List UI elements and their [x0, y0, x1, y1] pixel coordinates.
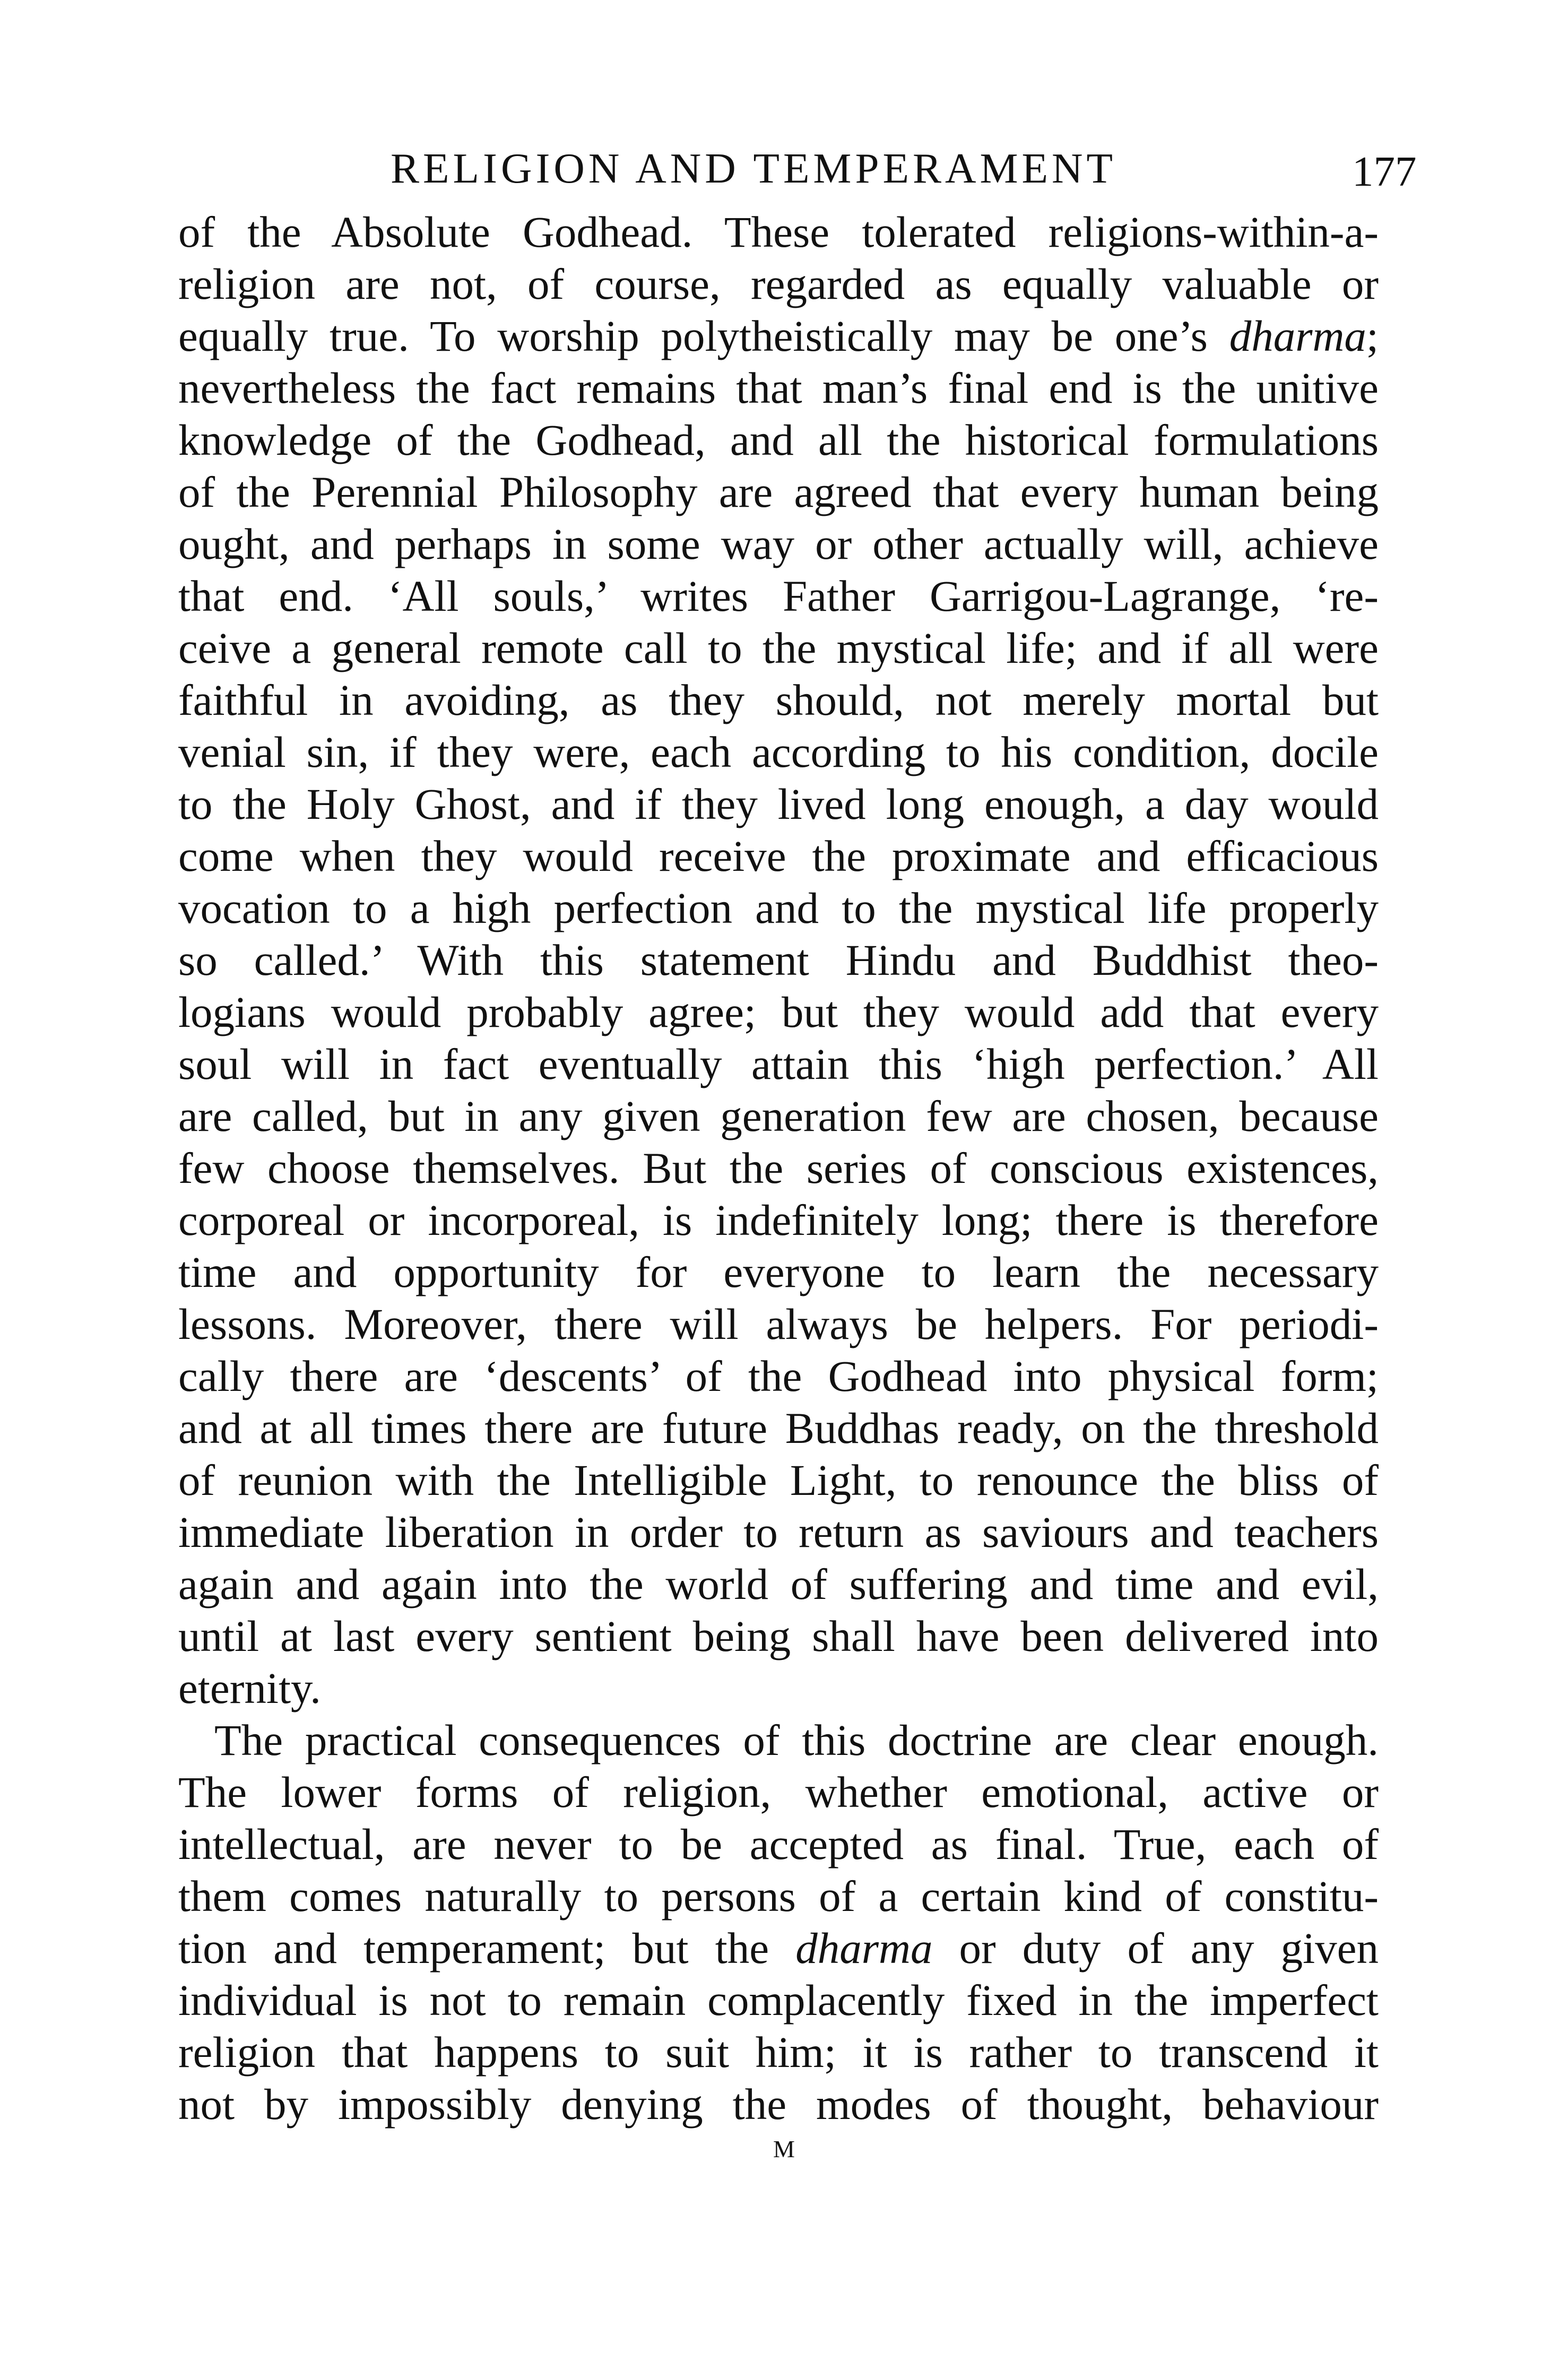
text-line: of reunion with the Intelligible Light, to renounce the bliss of — [178, 1456, 1379, 1504]
text-line: individual is not to remain complacently fixed in the imperfect — [178, 1976, 1379, 2025]
text-line: intellectual, are never to be accepted as final. True, each of — [178, 1820, 1379, 1869]
text-line: lessons. Moreover, there will always be helpers. For periodi- — [178, 1300, 1379, 1348]
text-line: ceive a general remote call to the mystical life; and if all were — [178, 624, 1379, 672]
text-line: that end. ‘All souls,’ writes Father Garrigou-Lagrange, ‘re- — [178, 572, 1379, 620]
text-line: to the Holy Ghost, and if they lived long enough, a day would — [178, 780, 1379, 828]
text-line: ought, and perhaps in some way or other actually will, achieve — [178, 520, 1379, 568]
text-line: time and opportunity for everyone to learn the necessary — [178, 1248, 1379, 1296]
text-line: them comes naturally to persons of a certain kind of constitu- — [178, 1872, 1379, 1921]
italic-term: dharma — [795, 1924, 933, 1973]
text-line: The lower forms of religion, whether emotional, active or — [178, 1768, 1379, 1817]
text-line: religion that happens to suit him; it is rather to transcend it — [178, 2028, 1379, 2077]
text-line: knowledge of the Godhead, and all the historical formulations — [178, 416, 1379, 464]
signature-mark: M — [773, 2135, 795, 2163]
text-line: logians would probably agree; but they would add that every — [178, 988, 1379, 1036]
text-segment: tion and temperament; but the — [178, 1924, 796, 1973]
text-line: again and again into the world of suffering and time and evil, — [178, 1560, 1379, 1608]
text-line: corporeal or incorporeal, is indefinitely long; there is therefore — [178, 1196, 1379, 1244]
text-line: eternity. — [178, 1664, 321, 1712]
text-line: come when they would receive the proximate and efficacious — [178, 832, 1379, 880]
text-line: religion are not, of course, regarded as equally valuable or — [178, 260, 1379, 308]
text-line: not by impossibly denying the modes of thought, behaviour — [178, 2080, 1379, 2129]
text-segment: or duty of any given — [932, 1924, 1379, 1973]
text-line: vocation to a high perfection and to the mystical life properly — [178, 884, 1379, 932]
text-line: faithful in avoiding, as they should, not merely mortal but — [178, 676, 1379, 724]
text-segment: equally true. To worship polytheistically may be one’s — [178, 312, 1229, 360]
text-line — [178, 310, 1379, 362]
page-number: 177 — [1352, 148, 1417, 195]
body-text — [178, 206, 1379, 2130]
text-line: nevertheless the fact remains that man’s final end is the unitive — [178, 364, 1379, 412]
text-line: and at all times there are future Buddhas ready, on the threshold — [178, 1404, 1379, 1452]
text-line: immediate liberation in order to return as saviours and teachers — [178, 1508, 1379, 1556]
text-line: of the Perennial Philosophy are agreed that every human being — [178, 468, 1379, 516]
text-line: are called, but in any given generation few are chosen, because — [178, 1092, 1379, 1140]
text-line — [178, 1922, 1379, 1974]
running-title: RELIGION AND TEMPERAMENT — [391, 144, 1116, 192]
text-line: until at last every sentient being shall have been delivered into — [178, 1612, 1379, 1660]
text-segment: ; — [1366, 312, 1379, 360]
text-line: venial sin, if they were, each according to his condition, docile — [178, 728, 1379, 776]
text-line: cally there are ‘descents’ of the Godhead into physical form; — [178, 1352, 1379, 1400]
running-header — [0, 139, 1568, 197]
text-line: few choose themselves. But the series of conscious existences, — [178, 1144, 1379, 1192]
text-line: soul will in fact eventually attain this ‘high perfection.’ All — [178, 1040, 1379, 1088]
text-line: of the Absolute Godhead. These tolerated religions-within-a- — [178, 207, 1379, 256]
text-line: so called.’ With this statement Hindu and Buddhist theo- — [178, 936, 1379, 984]
italic-term: dharma — [1229, 312, 1366, 360]
text-line: The practical consequences of this doctrine are clear enough. — [214, 1716, 1379, 1764]
